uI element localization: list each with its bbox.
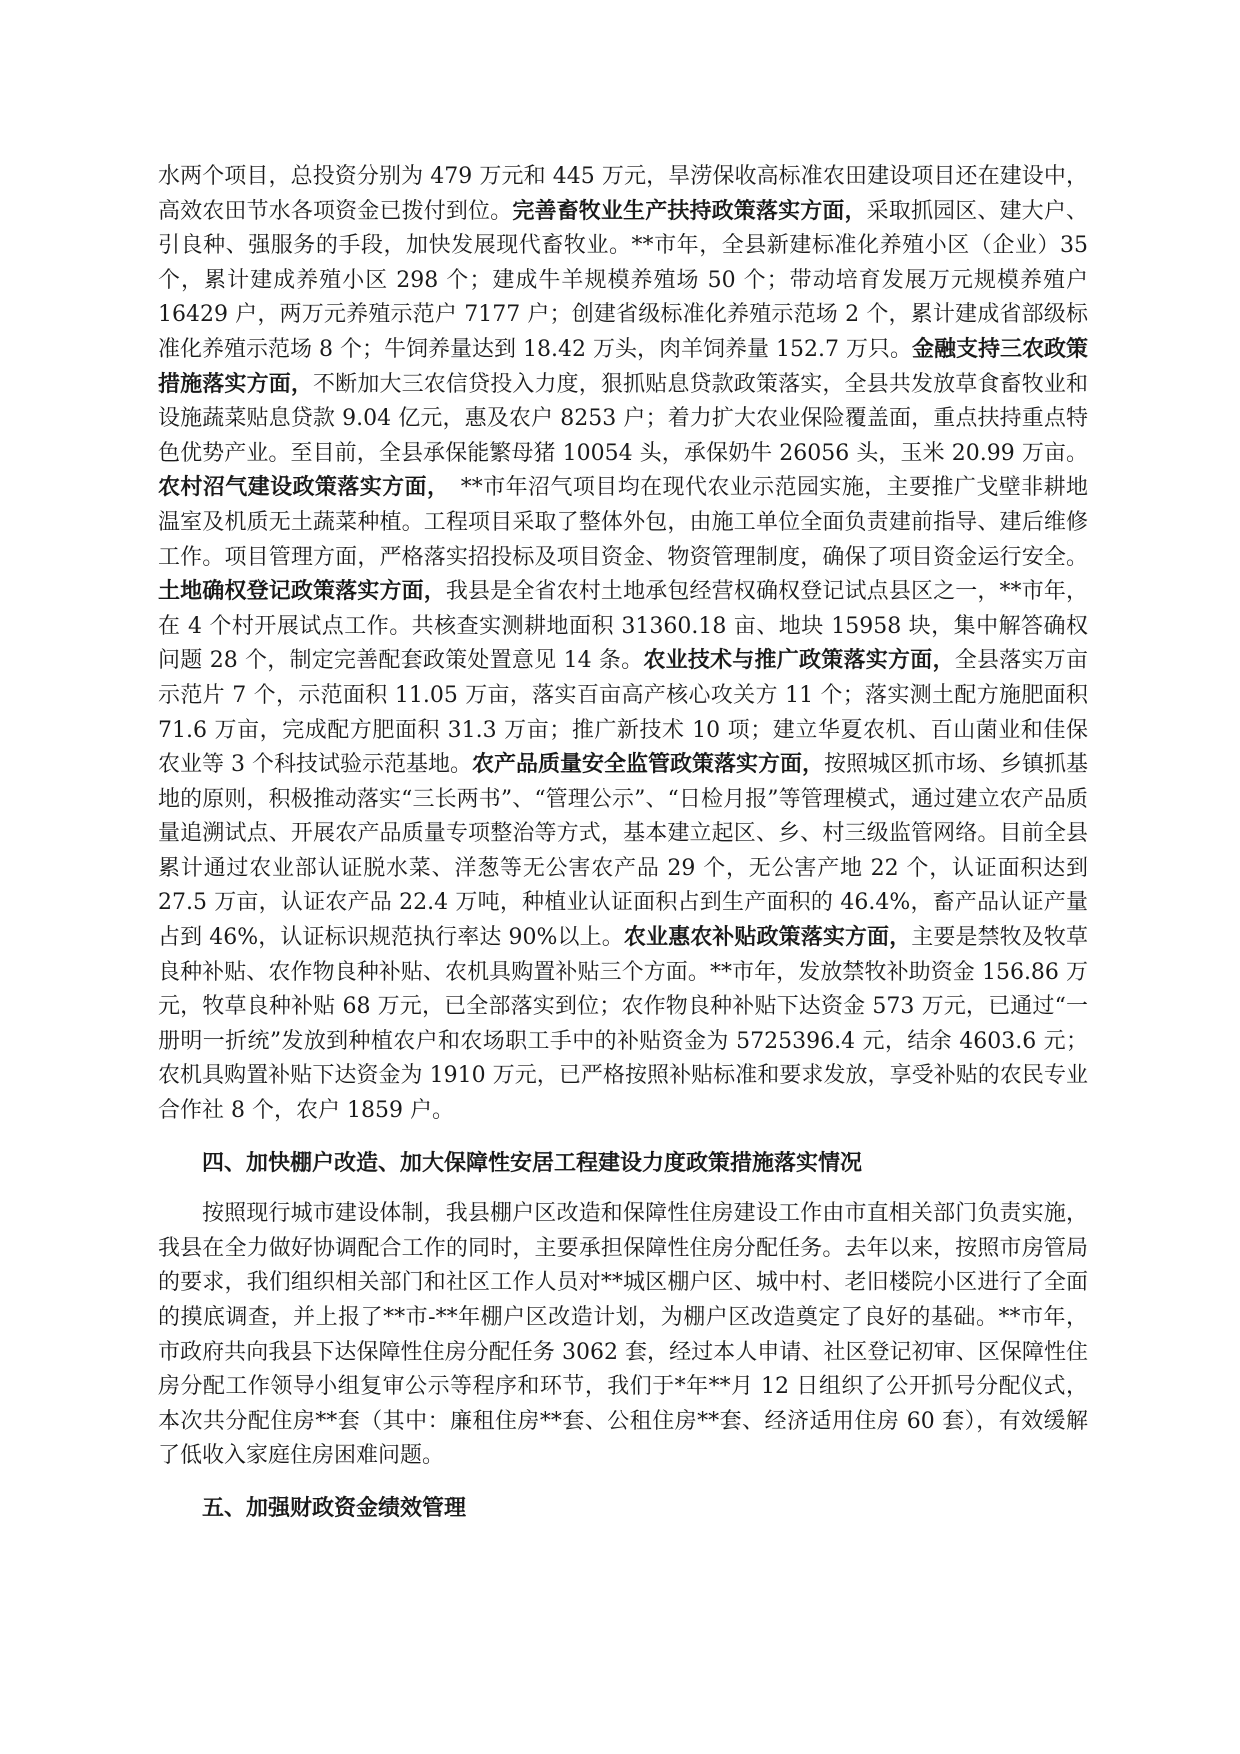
inline-heading-biogas: 农村沼气建设政策落实方面， [158,475,439,501]
paragraph-text: 不断加大三农信贷投入力度，狠抓贴息贷款政策落实，全县共发放草食畜牧业和设施蔬菜贴息贷款 9.04 亿元，惠及农户 8253 户；着力扩大农业保险覆盖面，重点扶持重点特色优势产业。至目前，全县承保能繁母猪 10054 头，承保奶牛 26056 头，玉米 20.99 万亩。 [158,371,1088,466]
paragraph-text: 按照城区抓市场、乡镇抓基地的原则，积极推动落实“三长两书”、“管理公示”、“日检月报”等管理模式，通过建立农产品质量追溯试点、开展农产品质量专项整治等方式，基本建立起区、乡、村三级监管网络。目前全县累计通过农业部认证脱水菜、洋葱等无公害农产品 29 个，无公害产地 22 个，认证面积达到 27.5 万亩，认证农产品 22.4 万吨，种植业认证面积占到生产面积的 46.4%，畜产品认证产量占到 46%，认证标识规范执行率达 90%以上。 [158,752,1089,951]
section-heading-housing: 四、加快棚户改造、加大保障性安居工程建设力度政策措施落实情况 [202,1150,863,1176]
paragraph-text: 我县是全省农村土地承包经营权确权登记试点县区之一，**市年，在 4 个村开展试点工作。共核查实测耕地面积 31360.18 亩、地块 15958 块，集中解答确权问题 28 个，制定完善配套政策处置意见 14 条。 [158,579,1088,674]
section-heading-fiscal: 五、加强财政资金绩效管理 [202,1495,467,1521]
paragraph-text: **市年沼气项目均在现代农业示范园实施，主要推广戈壁非耕地温室及机质无土蔬菜种植。工程项目采取了整体外包，由施工单位全面负责建前指导、建后维修工作。项目管理方面，严格落实招投标及项目资金、物资管理制度，确保了项目资金运行安全。 [158,475,1088,570]
paragraph-text: 采取抓园区、建大户、引良种、强服务的手段，加快发展现代畜牧业。**市年，全县新建标准化养殖小区（企业）35 个，累计建成养殖小区 298 个；建成牛羊规模养殖场 50 个；带动培育发展万元规模养殖户 16429 户，两万元养殖示范户 7177 户；创建省级标准化养殖示范场 2 个，累计建成省部级标准化养殖示范场 8 个；牛饲养量达到 18.42 万头，肉羊饲养量 152.7 万只。 [158,198,1088,362]
inline-heading-subsidies: 农业惠农补贴政策落实方面， [623,925,912,951]
body-paragraph-agriculture-policies [158,160,1088,1129]
inline-heading-food-safety: 农产品质量安全监管政策落实方面， [471,752,824,778]
body-paragraph-housing: 按照现行城市建设体制，我县棚户区改造和保障性住房建设工作由市直相关部门负责实施，我县在全力做好协调配合工作的同时，主要承担保障性住房分配任务。去年以来，按照市房管局的要求，我们组织相关部门和社区工作人员对**城区棚户区、城中村、老旧楼院小区进行了全面的摸底调查，并上报了**市-**年棚户区改造计划，为棚户区改造奠定了良好的基础。**市年，市政府共向我县下达保障性住房分配任务 3062 套，经过本人申请、社区登记初审、区保障性住房分配工作领导小组复审公示等程序和环节，我们于*年**月 12 日组织了公开抓号分配仪式，本次共分配住房**套（其中：廉租住房**套、公租住房**套、经济适用住房 60 套），有效缓解了低收入家庭住房困难问题。 [158,1201,1088,1469]
document-page [158,160,1088,1543]
paragraph-text: 水两个项目，总投资分别为 479 万元和 445 万元，旱涝保收高标准农田建设项目还在建设中，高效农田节水各项资金已拨付到位。 [158,164,1088,224]
inline-heading-land-rights: 土地确权登记政策落实方面， [158,579,446,605]
inline-heading-finance: 金融支持三农政策措施落实方面， [158,336,1088,397]
inline-heading-livestock: 完善畜牧业生产扶持政策落实方面， [512,198,867,224]
paragraph-text: 主要是禁牧及牧草良种补贴、农作物良种补贴、农机具购置补贴三个方面。**市年，发放禁牧补助资金 156.86 万元，牧草良种补贴 68 万元，已全部落实到位；农作物良种补贴下达资金 573 万元，已通过“一册明一折统”发放到种植农户和农场职工手中的补贴资金为 5725396.4 元，结余 4603.6 元；农机具购置补贴下达资金为 1910 万元，已严格按照补贴标准和要求发放，享受补贴的农民专业合作社 8 个，农户 1859 户。 [158,925,1088,1124]
inline-heading-agri-tech: 农业技术与推广政策落实方面， [643,648,955,674]
paragraph-text: 全县落实万亩示范片 7 个，示范面积 11.05 万亩，落实百亩高产核心攻关方 11 个；落实测土配方施肥面积 71.6 万亩，完成配方肥面积 31.3 万亩；推广新技术 10 项；建立华夏农机、百山菌业和佳保农业等 3 个科技试验示范基地。 [158,648,1088,778]
